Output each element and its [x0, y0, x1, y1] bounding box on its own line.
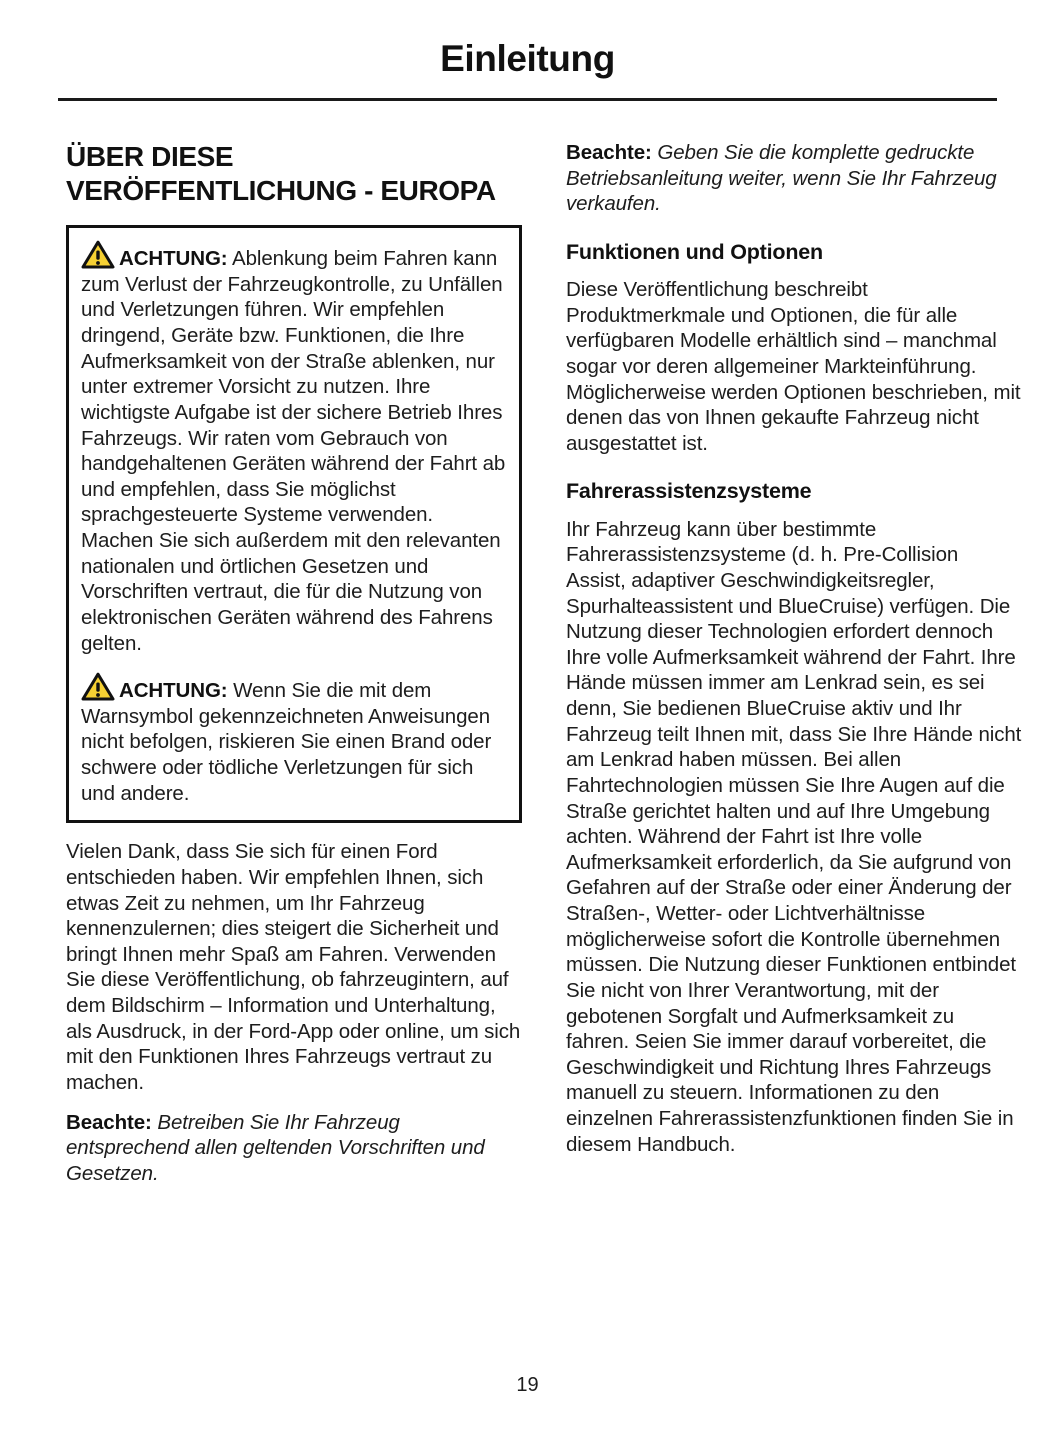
warning-triangle-icon: [81, 672, 115, 702]
note-label: Beachte:: [66, 1110, 152, 1134]
right-column: [566, 140, 1022, 1171]
intro-paragraph: Vielen Dank, dass Sie sich für einen Ford entschieden haben. Wir empfehlen Ihnen, sich etwas Zeit zu nehmen, um Ihr Fahrzeug kennenzulernen; dies steigert die Sicherheit und bringt Ihnen mehr Spaß am Fahren. Verwenden Sie diese Veröffentlichung, ob fahrzeugintern, auf dem Bildschirm – Information und Unterhaltung, als Ausdruck, in der Ford-App oder online, um sich mit den Funktionen Ihres Fahrzeugs vertraut zu machen.: [66, 840, 521, 1094]
note-text: Geben Sie die komplette gedruckte Betriebsanleitung weiter, wenn Sie Ihr Fahrzeug verkaufen.: [566, 141, 997, 216]
note-text: Betreiben Sie Ihr Fahrzeug entsprechend allen geltenden Vorschriften und Gesetzen.: [66, 1110, 485, 1185]
warning-triangle-icon: [81, 240, 115, 270]
note-block: [66, 1110, 522, 1187]
warning-text: Ablenkung beim Fahren kann zum Verlust der Fahrzeugkontrolle, zu Unfällen und Verletzungen führen. Wir empfehlen dringend, Geräte bzw. Funktionen, die Ihre Aufmerksamkeit von der Straße ablenken, nur unter extremer Vorsicht zu nutzen. Ihre wichtigste Aufgabe ist der sichere Betrieb Ihres Fahrzeugs. Wir raten vom Gebrauch von handgehaltenen Geräten während der Fahrt ab und empfehlen, dass Sie möglichst sprachgesteuerte Systeme verwenden. Machen Sie sich außerdem mit den relevanten nationalen und örtlichen Gesetzen und Vorschriften vertraut, die für die Nutzung von elektronischen Geräten während des Fahrens gelten.: [81, 247, 506, 655]
subsection-paragraph-driver-assist: Ihr Fahrzeug kann über bestimmte Fahrerassistenzsysteme (d. h. Pre-Collision Assist, adaptiver Geschwindigkeitsregler, Spurhalteassistent und BlueCruise) verfügen. Die Nutzung dieser Technologien erfordert dennoch Ihre volle Aufmerksamkeit während der Fahrt. Ihre Hände müssen immer am Lenkrad sein, es sei denn, Sie bedienen BlueCruise aktiv und Ihr Fahrzeug teilt Ihnen mit, dass Sie Ihre Hände nicht am Lenkrad haben müssen. Bei allen Fahrtechnologien müssen Sie Ihre Augen auf die Straße gerichtet halten und auf Ihre Umgebung achten. Während der Fahrt ist Ihre volle Aufmerksamkeit erforderlich, da Sie aufgrund von Gefahren auf der Straße oder einer Änderung der Straßen-, Wetter- oder Lichtverhältnisse möglicherweise sofort die Kontrolle übernehmen müssen. Die Nutzung dieser Funktionen entbindet Sie nicht von Ihrer Verantwortung, mit der gebotenen Sorgfalt und Aufmerksamkeit zu fahren. Seien Sie immer darauf vorbereitet, die Geschwindigkeit und Richtung Ihres Fahrzeugs manuell zu steuern. Informationen zu den einzelnen Fahrerassistenzfunktionen finden Sie in diesem Handbuch.: [566, 517, 1022, 1156]
warning-paragraph: [81, 672, 507, 806]
page-title: Einleitung: [440, 38, 615, 79]
note-block: [566, 140, 1022, 217]
left-column: [66, 140, 522, 1186]
page-header: [58, 40, 997, 79]
warning-text: Wenn Sie die mit dem Warnsymbol gekennzeichneten Anweisungen nicht befolgen, riskieren Sie einen Brand oder schwere oder tödliche Verletzungen für sich und andere.: [81, 679, 492, 805]
header-divider: [58, 98, 997, 101]
warning-paragraph: [81, 240, 507, 656]
subsection-paragraph-functions: Diese Veröffentlichung beschreibt Produktmerkmale und Optionen, die für alle verfügbaren Modelle erhältlich sind – manchmal sogar vor deren allgemeiner Markteinführung. Möglicherweise werden Optionen beschrieben, mit denen das von Ihnen gekaufte Fahrzeug nicht ausgestattet ist.: [566, 278, 1021, 455]
subsection-heading-functions: Funktionen und Optionen: [566, 239, 823, 264]
warning-label: ACHTUNG:: [119, 679, 228, 703]
note-label: Beachte:: [566, 141, 652, 164]
warning-label: ACHTUNG:: [119, 247, 228, 271]
page-number: 19: [516, 1374, 539, 1396]
warning-box: [66, 225, 522, 823]
subsection-heading-driver-assist: Fahrerassistenzsysteme: [566, 479, 812, 504]
section-heading: ÜBER DIESE VERÖFFENTLICHUNG - EUROPA: [66, 141, 496, 206]
